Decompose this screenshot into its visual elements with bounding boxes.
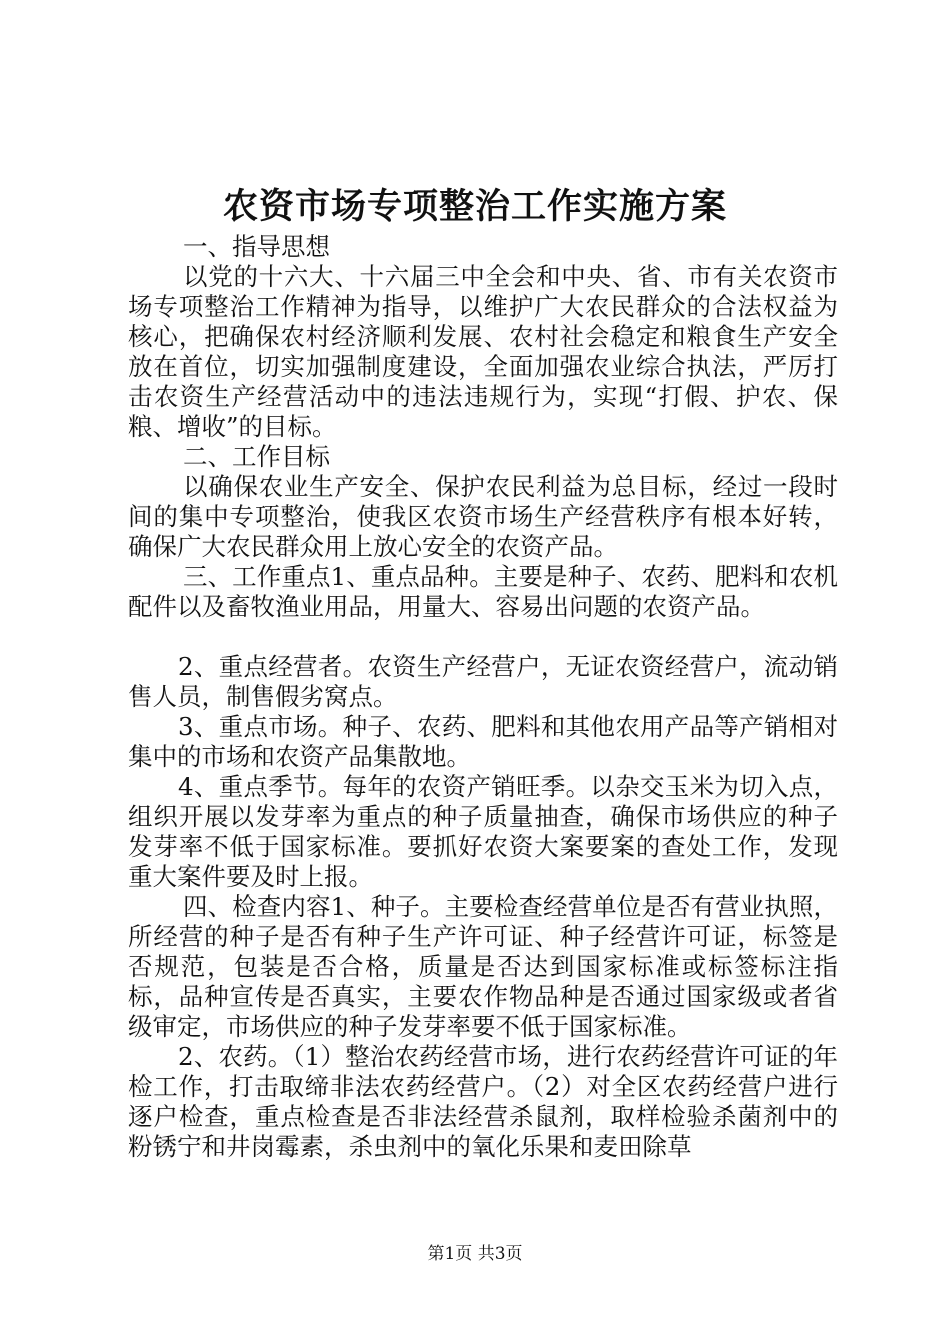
paragraph-work-goals: 以确保农业生产安全、保护农民利益为总目标，经过一段时间的集中专项整治，使我区农资市场生产经营秩序有根本好转，确保广大农民群众用上放心安全的农资产品。: [128, 472, 838, 561]
paragraph-focus-markets: 3、重点市场。种子、农药、肥料和其他农用产品等产销相对集中的市场和农资产品集散地。: [128, 712, 838, 771]
page-footer: 第1页 共3页: [427, 1244, 523, 1264]
section-heading-work-goals: 二、工作目标: [183, 442, 330, 471]
paragraph-guiding-ideology: 以党的十六大、十六届三中全会和中央、省、市有关农资市场专项整治工作精神为指导，以维护广大农民群众的合法权益为核心，把确保农村经济顺利发展、农村社会稳定和粮食生产安全放在首位，切实加强制度建设，全面加强农业综合执法，严厉打击农资生产经营活动中的违法违规行为，实现“打假、护农、保粮、增收”的目标。: [128, 262, 838, 441]
paragraph-focus-seasons: 4、重点季节。每年的农资产销旺季。以杂交玉米为切入点，组织开展以发芽率为重点的种子质量抽查，确保市场供应的种子发芽率不低于国家标准。要抓好农资大案要案的查处工作，发现重大案件要及时上报。: [128, 772, 838, 891]
paragraph-inspection-pesticides: 2、农药。（1）整治农药经营市场，进行农药经营许可证的年检工作，打击取缔非法农药经营户。（2）对全区农药经营户进行逐户检查，重点检查是否非法经营杀鼠剂，取样检验杀菌剂中的粉锈宁和井岗霉素，杀虫剂中的氧化乐果和麦田除草: [128, 1042, 838, 1161]
document-title: 农资市场专项整治工作实施方案: [222, 186, 727, 227]
section-heading-guiding-ideology: 一、指导思想: [183, 232, 330, 261]
paragraph-inspection-seeds: 四、检查内容1、种子。主要检查经营单位是否有营业执照，所经营的种子是否有种子生产许可证、种子经营许可证，标签是否规范，包装是否合格，质量是否达到国家标准或标签标注指标，品种宣传是否真实，主要农作物品种是否通过国家级或者省级审定，市场供应的种子发芽率要不低于国家标准。: [128, 892, 838, 1041]
paragraph-work-focus: 三、工作重点1、重点品种。主要是种子、农药、肥料和农机配件以及畜牧渔业用品，用量大、容易出问题的农资产品。: [128, 562, 838, 621]
document-body: [128, 232, 838, 1162]
paragraph-focus-operators: 2、重点经营者。农资生产经营户，无证农资经营户，流动销售人员，制售假劣窝点。: [128, 652, 838, 711]
